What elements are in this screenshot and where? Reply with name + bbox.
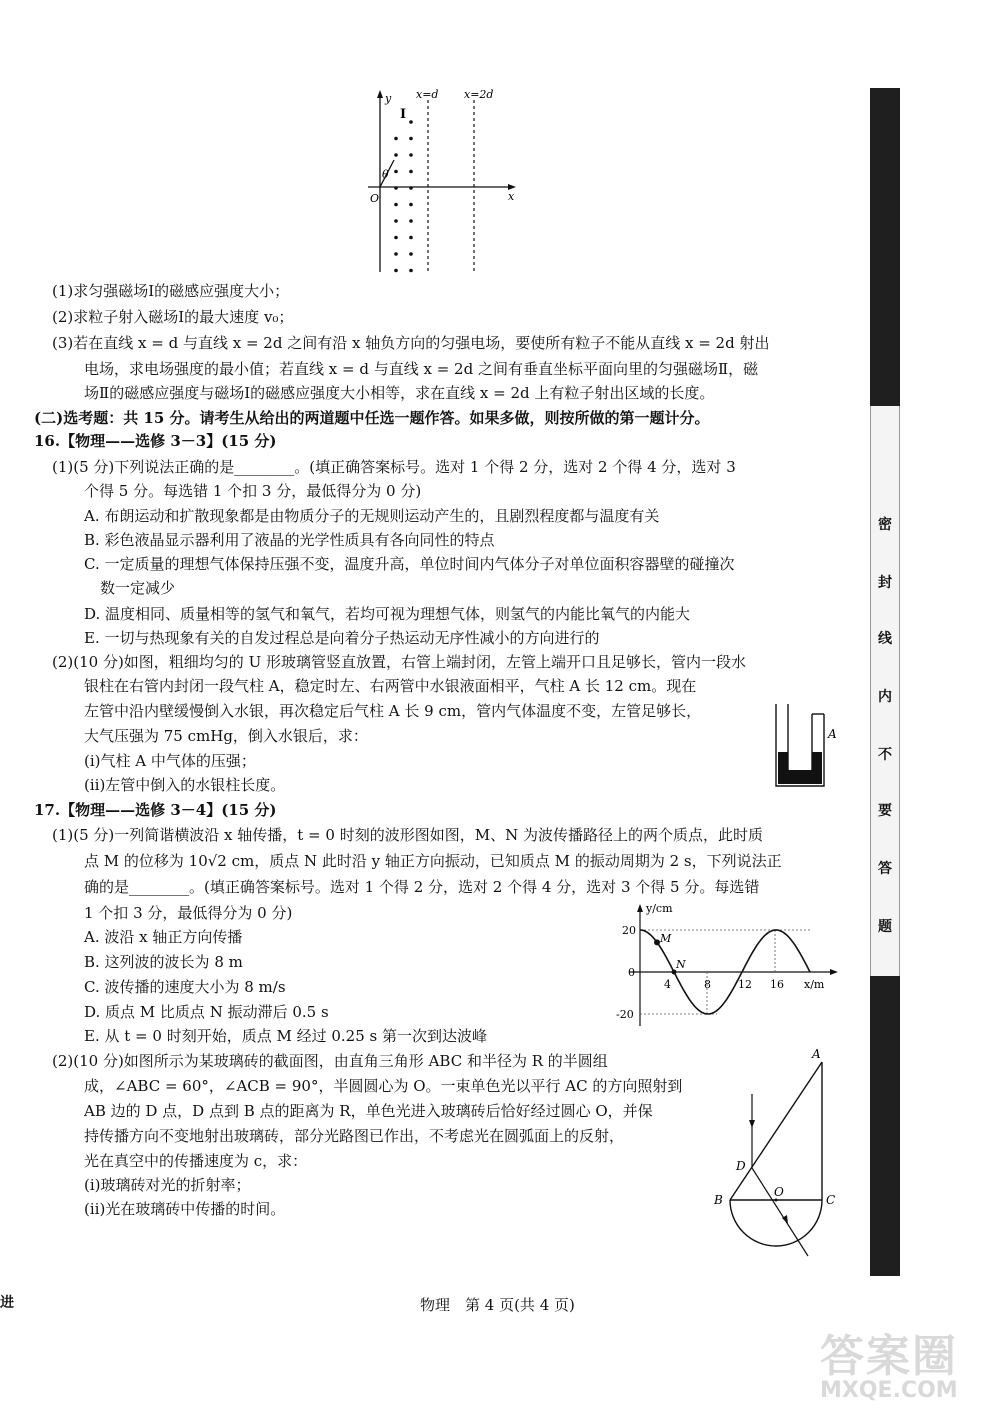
field-dots (394, 120, 413, 272)
field-dot (409, 203, 413, 207)
q15-part3-line3: 场Ⅱ的磁感应强度与磁场Ⅰ的磁感应强度大小相等，求在直线 x = 2d 上有粒子射出区域的长度。 (84, 384, 715, 402)
field-dot (394, 170, 398, 174)
q17-option-c: C. 波传播的速度大小为 8 m/s (84, 978, 286, 996)
sidebar-char-5: 不 (878, 747, 892, 763)
q17-option-e: E. 从 t = 0 时刻开始，质点 M 经过 0.25 s 第一次到达波峰 (84, 1027, 487, 1045)
label-x: x (508, 190, 515, 203)
q17-part2-line5: 光在真空中的传播速度为 c，求： (84, 1152, 308, 1170)
q16-part2-question-ii: (ⅱ)左管中倒入的水银柱长度。 (84, 776, 286, 794)
sidebar-char-1: 密 (878, 517, 892, 533)
footer-left-mark: 进 (0, 1295, 14, 1311)
field-dot (409, 170, 413, 174)
field-dot (394, 153, 398, 157)
q15-part1: (1)求匀强磁场Ⅰ的磁感应强度大小； (52, 282, 290, 300)
sidebar-char-6: 要 (878, 803, 892, 819)
gas-column-label: A (828, 727, 837, 741)
q16-option-a: A. 布朗运动和扩散现象都是由物质分子的无规则运动产生的，且剧烈程度都与温度有关 (84, 507, 660, 525)
q16-part2-line3: 左管中沿内壁缓慢倒入水银，再次稳定后气柱 A 长 9 cm，管内气体温度不变，左管足够长， (84, 702, 702, 720)
q15-part3-line1: (3)若在直线 x = d 与直线 x = 2d 之间有沿 x 轴负方向的匀强电场，要使所有粒子不能从直线 x = 2d 射出 (52, 334, 770, 352)
q16-part2-line4: 大气压强为 75 cmHg，倒入水银后，求： (84, 727, 368, 745)
u-tube-figure (768, 700, 838, 795)
wave-label-m: M (660, 932, 672, 945)
wave-origin: 0 (628, 966, 635, 979)
field-dot (394, 252, 398, 256)
watermark-logo-text: 答案圈 (820, 1331, 958, 1382)
glass-label-a: A (812, 1047, 821, 1061)
wave-ytick-20: 20 (622, 924, 636, 937)
field-dot (394, 137, 398, 141)
field-dot (394, 203, 398, 207)
label-x-2d: x=2d (464, 88, 494, 101)
field-dot (409, 137, 413, 141)
q16-option-d: D. 温度相同、质量相等的氢气和氧气，若均可视为理想气体，则氢气的内能比氧气的内能大 (84, 605, 691, 623)
field-dot (409, 236, 413, 240)
wave-xtick-12: 12 (738, 978, 752, 991)
field-dot (409, 269, 413, 273)
q17-part2-question-i: (ⅰ)玻璃砖对光的折射率； (84, 1176, 251, 1194)
wave-xtick-16: 16 (770, 978, 784, 991)
q17-part1-line2: 点 M 的位移为 10√2 cm，质点 N 此时沿 y 轴正方向振动，已知质点 M 的振动周期为 2 s，下列说法正 (84, 852, 782, 870)
field-dot (409, 186, 413, 190)
magnetic-field-figure (360, 86, 530, 276)
q17-part1-line1: (1)(5 分)一列简谐横波沿 x 轴传播，t = 0 时刻的波形图如图，M、N 为波传播路径上的两个质点，此时质 (52, 826, 763, 844)
glass-label-c: C (826, 1193, 836, 1207)
field-dot (409, 153, 413, 157)
q16-part2-question-i: (ⅰ)气柱 A 中气体的压强； (84, 752, 256, 770)
sidebar-char-4: 内 (878, 689, 892, 705)
wave-ylabel: y/cm (646, 902, 673, 915)
wave-xtick-4: 4 (664, 978, 671, 991)
q16-part2-line1: (2)(10 分)如图，粗细均匀的 U 形玻璃管竖直放置，右管上端封闭，左管上端开口且足够长，管内一段水 (52, 653, 746, 671)
q16-option-b: B. 彩色液晶显示器利用了液晶的光学性质具有各向同性的特点 (84, 531, 495, 549)
label-x-d: x=d (416, 88, 439, 101)
sidebar-char-8: 题 (878, 919, 892, 935)
q16-title: 16.【物理——选修 3－3】(15 分) (34, 432, 277, 450)
label-origin: O (370, 192, 380, 205)
field-dot (394, 236, 398, 240)
glass-label-b: B (714, 1193, 723, 1207)
field-dot (409, 252, 413, 256)
q17-option-b: B. 这列波的波长为 8 m (84, 953, 243, 971)
q16-option-e: E. 一切与热现象有关的自发过程总是向着分子热运动无序性减小的方向进行的 (84, 629, 600, 647)
sidebar-char-2: 封 (878, 575, 892, 591)
field-dot (409, 120, 413, 124)
q16-part2-line2: 银柱在右管内封闭一段气柱 A，稳定时左、右两管中水银液面相平，气柱 A 长 12 cm。现在 (84, 677, 697, 695)
field-dot (409, 219, 413, 223)
field-dot (394, 269, 398, 273)
field-dot (394, 219, 398, 223)
q17-part2-line4: 持传播方向不变地射出玻璃砖，部分光路图已作出，不考虑光在圆弧面上的反射， (84, 1127, 625, 1145)
sidebar-char-3: 线 (878, 631, 892, 647)
watermark (820, 1320, 958, 1403)
binding-line-sidebar (870, 88, 900, 1276)
q17-part2-line1: (2)(10 分)如图所示为某玻璃砖的截面图，由直角三角形 ABC 和半径为 R 的半圆组 (52, 1052, 608, 1070)
label-theta: θ (382, 168, 389, 181)
watermark-url: MXQE.COM (820, 1378, 958, 1403)
section-2-heading: (二)选考题：共 15 分。请考生从给出的两道题中任选一题作答。如果多做，则按所做的第一题计分。 (34, 409, 710, 427)
q17-title: 17.【物理——选修 3－4】(15 分) (34, 801, 277, 819)
wave-xtick-8: 8 (704, 978, 711, 991)
page-footer: 物理 第 4 页(共 4 页) (420, 1296, 575, 1314)
glass-brick-figure (700, 1044, 850, 1266)
q17-part2-line2: 成，∠ABC = 60°，∠ACB = 90°，半圆圆心为 O。一束单色光以平行 AC 的方向照射到 (84, 1077, 683, 1095)
glass-label-o: O (774, 1185, 784, 1199)
wave-xlabel: x/m (804, 978, 825, 991)
q16-option-c-line2: 数一定减少 (100, 579, 176, 597)
q17-part2-question-ii: (ⅱ)光在玻璃砖中传播的时间。 (84, 1200, 286, 1218)
q16-part1-line2: 个得 5 分。每选错 1 个扣 3 分，最低得分为 0 分) (84, 482, 422, 500)
q15-part3-line2: 电场，求电场强度的最小值；若直线 x = d 与直线 x = 2d 之间有垂直坐标平面向里的匀强磁场Ⅱ，磁 (84, 360, 759, 378)
q17-part1-line3: 确的是________。(填正确答案标号。选对 1 个得 2 分，选对 2 个得 4 分，选对 3 个得 5 分。每选错 (84, 878, 760, 896)
wave-chart (612, 896, 842, 1030)
q17-part1-line4: 1 个扣 3 分，最低得分为 0 分) (84, 904, 293, 922)
field-dot (394, 186, 398, 190)
q16-option-c-line1: C. 一定质量的理想气体保持压强不变，温度升高，单位时间内气体分子对单位面积容器壁的碰撞次 (84, 555, 735, 573)
label-y: y (385, 92, 392, 105)
wave-ytick-neg20: -20 (616, 1008, 634, 1021)
sidebar-char-7: 答 (878, 861, 892, 877)
q17-part2-line3: AB 边的 D 点，D 点到 B 点的距离为 R，单色光进入玻璃砖后恰好经过圆心 O，并保 (84, 1102, 653, 1120)
q17-option-a: A. 波沿 x 轴正方向传播 (84, 928, 243, 946)
q16-part1-line1: (1)(5 分)下列说法正确的是________。(填正确答案标号。选对 1 个得 2 分，选对 2 个得 4 分，选对 3 (52, 458, 736, 476)
glass-label-d: D (736, 1159, 746, 1173)
q15-part2: (2)求粒子射入磁场Ⅰ的最大速度 v₀； (52, 308, 294, 326)
wave-label-n: N (676, 958, 686, 971)
label-region-1: Ⅰ (400, 107, 407, 122)
q17-option-d: D. 质点 M 比质点 N 振动滞后 0.5 s (84, 1003, 329, 1021)
